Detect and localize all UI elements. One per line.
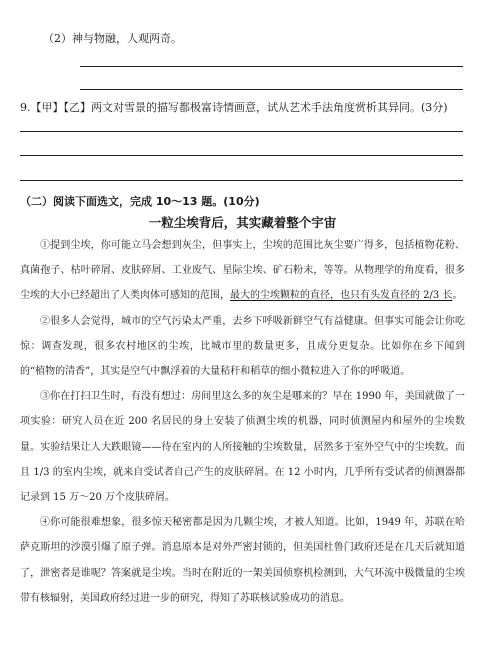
answer-line[interactable]	[20, 180, 463, 181]
paragraph-4: ④你可能很难想象，很多惊天秘密都是因为几颗尘埃，才被人知道。比如，1949 年，苏联在哈萨克斯坦的沙漠引爆了原子弹。消息原本是对外严密封锁的，但美国杜鲁门政府还是在几天后就知道了，泄密者是谁呢？答案就是尘埃。当时在附近的一架美国侦察机检测到，大气环流中极微量的尘埃带有核辐射，美国政府经过进一步的研究，得知了苏联核试验成功的消息。	[20, 517, 465, 604]
section-heading: （二）阅读下面选文，完成 10～13 题。(10分)	[20, 195, 260, 208]
answer-line[interactable]	[20, 155, 463, 156]
answer-line[interactable]	[80, 66, 463, 67]
article-title: 一粒尘埃背后，其实藏着整个宇宙	[148, 215, 337, 230]
question-9: 9.【甲】【乙】两文对雪景的描写都极富诗情画意，试从艺术手法角度赏析其异同。(3分)	[20, 101, 448, 114]
underlined-sentence: 最大的尘埃颗粒的直径，也只有头发直径的 2/3 长	[230, 290, 453, 302]
answer-line[interactable]	[80, 89, 463, 90]
paragraph-1	[20, 233, 465, 309]
paragraph-3: ③你在打扫卫生时，有没有想过：房间里这么多的灰尘是哪来的？早在 1990 年，美国就做了一项实验：研究人员在近 200 名居民的身上安装了侦测尘埃的机器，同时侦测屋内和屋外的尘埃数量。实验结果让人大跌眼镜——待在室内的人所接触的尘埃数量，居然多于室外空气中的尘埃数。而且 1/3 的室内尘埃，就来自受试者自己产生的皮肤碎屑。在 12 小时内，几乎所有受试者的侦测器都记录到 15 万～20 万个皮肤碎屑。	[20, 391, 465, 504]
answer-line[interactable]	[20, 131, 463, 132]
article-body	[20, 233, 465, 611]
paragraph-1-text: ①提到尘埃，你可能立马会想到灰尘，但事实上，尘埃的范围比灰尘要广得多，包括植物花粉、真菌孢子、枯叶碎屑、皮肤碎屑、工业废气、星际尘埃、矿石粉末，等等。从物理学的角度看，很多尘埃的大小已经超出了人类肉体可感知的范围，	[20, 240, 465, 302]
paragraph-2: ②很多人会觉得，城市的空气污染太严重，去乡下呼吸新鲜空气有益健康。但事实可能会让你吃惊：调查发现，很多农村地区的尘埃，比城市里的数量更多，且成分更复杂。比如你在乡下闻到的“植物的清香”，其实是空气中飘浮着的大量秸秆和稻草的细小微粒进入了你的呼吸道。	[20, 315, 465, 378]
question-2-item: （2）神与物融，人观两奇。	[43, 32, 182, 45]
paragraph-1-end: 。	[452, 290, 463, 302]
